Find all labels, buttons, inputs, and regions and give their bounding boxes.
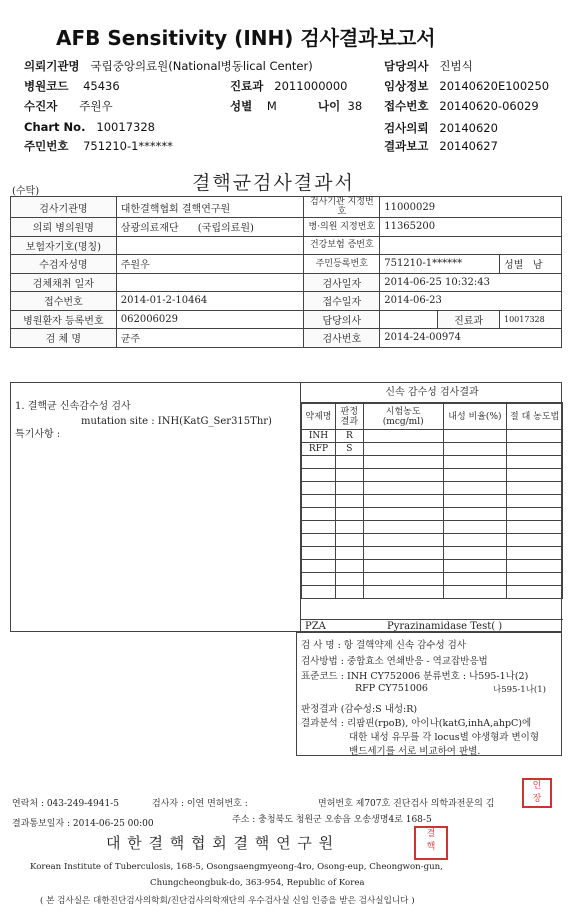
patient-field: 수진자 주원우 <box>24 99 113 113</box>
table-row: RFP S <box>302 443 563 456</box>
seal-stamp-icon: 인 장 <box>522 778 552 808</box>
institute-seal-icon: 결 핵 <box>414 826 448 860</box>
pza-row: PZA Pyrazinamidase Test( ) <box>301 619 563 633</box>
table-row: INH R <box>302 430 563 443</box>
result-section <box>10 382 562 632</box>
method-box: 검 사 명 : 항 결핵약제 신속 감수성 검사 검사방법 : 중합효소 연쇄반응 - 역교잡반응법 표준코드 : INH CY752006 분류번호 : 나595-1나(2) RFP CY751006 나595-1나(1) 판정결과 (감수성:S 내성:R) 결과분석 : 리팜핀(rpoB), 아이나(katG,inhA,ahpC)에 대한 내성 유무를 각 locus별 야생형과 변이형 밴드세기를 서로 비교하여 판별. <box>296 632 562 756</box>
address: 주소 : 충청북도 청원군 오송읍 오송생명4로 168-5 <box>232 815 432 825</box>
dept-field: 진료과 2011000000 <box>230 79 348 93</box>
req-field: 검사의뢰 20140620 <box>384 121 498 135</box>
license: 면허번호 제707호 진단검사 의학과전문의 김 <box>318 799 495 809</box>
code-field: 병원코드 45436 <box>24 79 120 93</box>
org-name: 대 한 결 핵 협 회 결 핵 연 구 원 <box>106 834 335 852</box>
inst-field: 의뢰기관명 국립중앙의료원(National병동lical Center) <box>24 59 313 73</box>
lab-tel: 연락처 : 043-249-4941-5 <box>12 799 119 809</box>
report-table: 검사기관명 대한결핵협회 결핵연구원 검사기관 지정번호 11000029 의뢰 병의원명 삼광의료재단 (국립의료원) 병·의원 지정번호 11365200 보험자기호(명칭) 건강보험 증번호 수검자성명 주원우 주민등록번호 751210-1****** 성별 남 검체채취 일자 검사일자 2014-06-25 10:32:43 접수번호 2014-01-2-10464 접수일자 2014-06-23 병원환자 등록번호 062006029 담당의사 진료과 10017328 검 체 명 균주 검사번호 2014-24-00974 <box>10 196 562 348</box>
accept-field: 접수번호 20140620-06029 <box>384 99 539 113</box>
result-notes: 1. 결핵균 신속감수성 검사 mutation site : INH(KatG_Ser315Thr) 특기사항 : <box>11 383 301 631</box>
scanned-report <box>6 160 564 916</box>
accreditation-notice: ( 본 검사실은 대한진단검사의학회/진단검사의학재단의 우수검사실 신임 인증을 받은 검사실입니다 ) <box>40 896 415 906</box>
org-english: Korean Institute of Tuberculosis, 168-5, Osongsaengmyeong-4ro, Osong-eup, Cheongwon-gun, <box>30 862 443 872</box>
report-field: 결과보고 20140627 <box>384 139 498 153</box>
report-date: 결과통보일자 : 2014-06-25 00:00 <box>12 819 154 829</box>
doctor-field: 담당의사 진범식 <box>384 59 473 73</box>
sensitivity-table: 신속 감수성 검사결과 약제명 판정 결과 시험농도 (mcg/ml) 내성 비율(%) 절 대 농도법 INH R RFP S <box>301 383 563 599</box>
clinic-field: 임상정보 20140620E100250 <box>384 79 550 93</box>
sex-field: 성별 M <box>230 99 277 113</box>
rrn-field: 주민번호 751210-1****** <box>24 139 173 153</box>
org-english-2: Chungcheongbuk-do, 363-954, Republic of Korea <box>150 878 365 888</box>
report-title: 결핵균검사결과서 <box>192 172 355 194</box>
tester: 검사자 : 이연 면허번호 : <box>152 799 248 809</box>
consign-mark: (수탁) <box>12 186 40 197</box>
chart-field: Chart No. 10017328 <box>24 120 155 134</box>
age-field: 나이 38 <box>318 99 363 113</box>
page-title: AFB Sensitivity (INH) 검사결과보고서 <box>56 26 436 50</box>
